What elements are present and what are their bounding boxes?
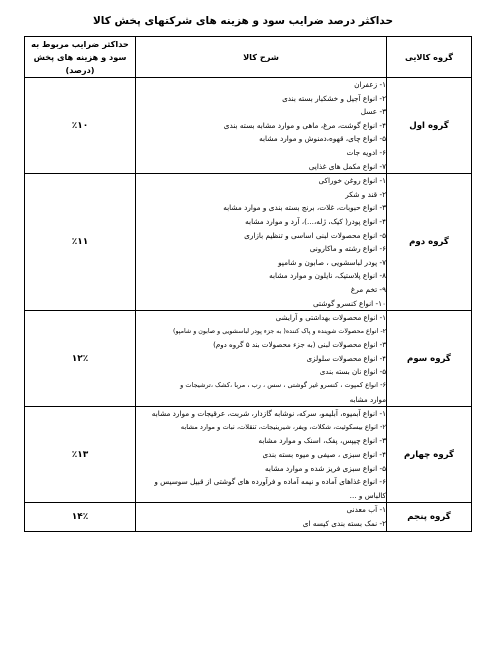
list-item: ۳- انواع محصولات لبنی (به جزء محصولات بند ۵ گروه دوم)	[213, 340, 386, 350]
list-item: ۲- انواع بیسکوئیت، شکلات، ویفر، شیرینیجات، تنقلات، نبات و موارد مشابه	[180, 422, 386, 431]
list-item: ۵- انواع چای، قهوه،دمنوش و موارد مشابه	[259, 134, 386, 144]
group-rate: ۱۴٪	[25, 503, 136, 531]
list-item: ۶- انواع رشته و ماکارونی	[309, 244, 386, 254]
list-item: ۲- انواع محصولات شوینده و پاک کننده( به جزء پودر لباسشویی و صابون و شامپو)	[173, 327, 386, 335]
group-name: گروه چهارم	[387, 407, 472, 503]
list-item: ۱- انواع محصولات بهداشتی و آرایشی	[275, 313, 386, 323]
list-item: ۶- ادویه جات	[346, 147, 386, 157]
list-item: ۳- عسل	[360, 107, 386, 117]
list-item: ۵- انواع نان بسته بندی	[319, 367, 386, 377]
table-row	[25, 311, 472, 407]
list-item: ۱۰- انواع کنسرو گوشتی	[312, 298, 386, 308]
table-row	[25, 78, 472, 174]
header-description: شرح کالا	[136, 37, 387, 78]
group-items-cell	[136, 174, 387, 311]
item-list	[136, 503, 386, 530]
list-item: ۹- تخم مرغ	[350, 284, 386, 294]
item-list	[136, 407, 386, 502]
list-item: ۶- انواع غذاهای آماده و نیمه آماده و فرآورده های گوشتی از قبیل سوسیس و کالباس و ...	[154, 477, 386, 500]
profit-margin-table	[24, 36, 472, 532]
list-item: ۷- انواع مکمل های غذایی	[308, 161, 386, 171]
item-list	[136, 311, 386, 406]
table-row	[25, 503, 472, 531]
list-item: ۳- انواع چیپس، پفک، اسنک و موارد مشابه	[258, 436, 386, 446]
group-name: گروه سوم	[387, 311, 472, 407]
group-rate: ٪۱۳	[25, 407, 136, 503]
list-item: ۲- قند و شکر	[345, 189, 386, 199]
group-name: گروه اول	[387, 78, 472, 174]
list-item: ۴- انواع سبزی ، صیفی و میوه بسته بندی	[262, 450, 386, 460]
group-items-cell	[136, 503, 387, 531]
table-row	[25, 407, 472, 503]
group-rate: ٪۱۰	[25, 78, 136, 174]
group-name: گروه پنجم	[387, 503, 472, 531]
list-item: ۵- انواع سبزی فریز شده و موارد مشابه	[265, 463, 386, 473]
list-item: ۱- انواع آبمیوه، آبلیمو، سرکه، نوشابه گازدار، شربت، عرقیجات و موارد مشابه	[151, 409, 386, 419]
list-item: ۲- انواع آجیل و خشکبار بسته بندی	[282, 93, 386, 103]
list-item: موارد مشابه	[349, 394, 386, 404]
group-rate: ٪۱۱	[25, 174, 136, 311]
list-item: ۷- پودر لباسشویی ، صابون و شامپو	[278, 257, 386, 267]
group-items-cell	[136, 311, 387, 407]
group-name: گروه دوم	[387, 174, 472, 311]
header-group: گروه کالایی	[387, 37, 472, 78]
list-item: ۵- انواع محصولات لبنی اساسی و تنظیم بازاری	[244, 230, 386, 240]
table-header-row	[25, 37, 472, 78]
list-item: ۶- انواع کمپوت ، کنسرو غیر گوشتی ، سس ، رب ، مربا ،کشک ،ترشیجات و	[180, 381, 386, 390]
list-item: ۲- نمک بسته بندی کیسه ای	[302, 519, 386, 528]
group-rate: ۱۲٪	[25, 311, 136, 407]
list-item: ۴- انواع گوشت، مرغ، ماهی و موارد مشابه بسته بندی	[223, 120, 386, 130]
item-list	[136, 78, 386, 173]
list-item: ۴- انواع محصولات سلولزی	[306, 353, 386, 363]
list-item: ۴- انواع پودر( کیک، ژله،...)، آرد و موارد مشابه	[245, 216, 386, 226]
table-row	[25, 174, 472, 311]
group-items-cell	[136, 78, 387, 174]
list-item: ۳- انواع حبوبات، غلات، برنج بسته بندی و موارد مشابه	[223, 203, 386, 213]
list-item: ۱- انواع روغن خوراکی	[318, 176, 386, 186]
document-title: حداکثر درصد ضرایب سود و هزینه های شرکتهای پخش کالا	[92, 15, 394, 27]
list-item: ۸- انواع پلاستیک، نایلون و موارد مشابه	[269, 271, 386, 281]
item-list	[136, 174, 386, 310]
list-item: ۱- زعفران	[354, 80, 386, 89]
header-rate: حداکثر ضرایب مربوط به سود و هزینه های پخش (درصد)	[25, 37, 136, 78]
list-item: ۱- آب معدنی	[346, 505, 386, 515]
group-items-cell	[136, 407, 387, 503]
